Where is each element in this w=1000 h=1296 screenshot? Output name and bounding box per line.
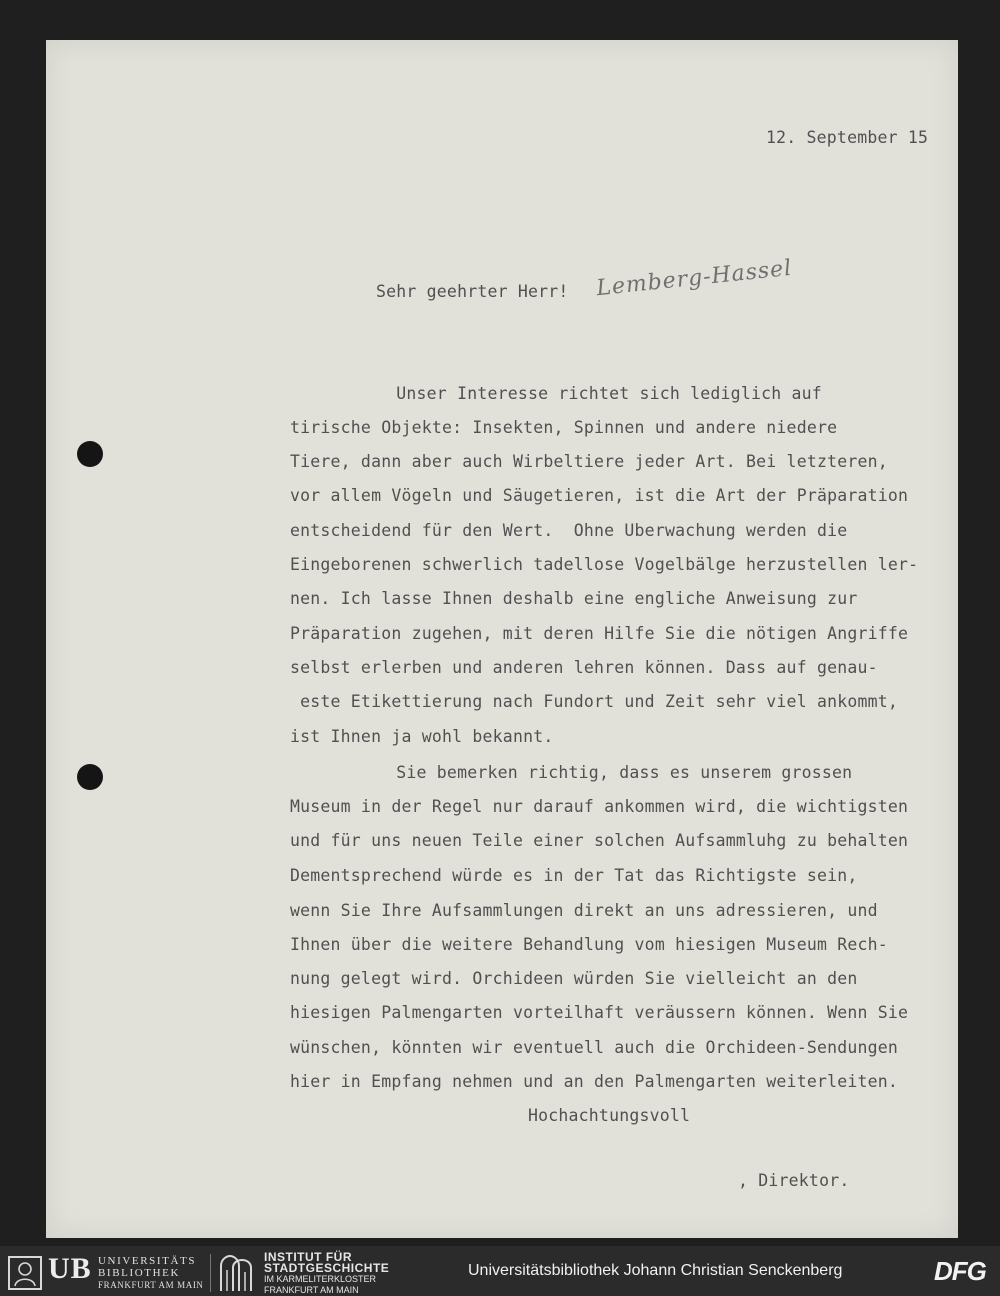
letter-line: nung gelegt wird. Orchideen würden Sie vielleicht an den <box>290 969 858 988</box>
letter-line: wünschen, könnten wir eventuell auch die Orchideen-Sendungen <box>290 1038 899 1057</box>
ub-logo-text: UB <box>48 1252 92 1285</box>
ub-name-line: UNIVERSITÄTS <box>98 1255 197 1267</box>
library-name: Universitätsbibliothek Johann Christian Senckenberg <box>468 1262 843 1279</box>
letter-line: hiesigen Palmengarten vorteilhaft veräussern können. Wenn Sie <box>290 1003 909 1022</box>
letter-line: este Etikettierung nach Fundort und Zeit sehr viel ankommt, <box>290 692 899 711</box>
letter-line: Eingeborenen schwerlich tadellose Vogelbälge herzustellen ler- <box>290 555 919 574</box>
letter-line: vor allem Vögeln und Säugetieren, ist die Art der Präparation <box>290 486 909 505</box>
handwritten-recipient-name: Lemberg-Hassel <box>595 255 794 302</box>
ifs-name-line: IM KARMELITERKLOSTER <box>264 1274 377 1284</box>
ifs-name-line: STADTGESCHICHTE <box>264 1261 390 1275</box>
letter-line: Ihnen über die weitere Behandlung vom hiesigen Museum Rech- <box>290 935 888 954</box>
ifs-name <box>264 1252 389 1296</box>
ub-name-line: BIBLIOTHEK <box>98 1267 180 1279</box>
arches-icon <box>218 1254 254 1292</box>
letter-line: wenn Sie Ihre Aufsammlungen direkt an uns adressieren, und <box>290 901 878 920</box>
ub-name <box>98 1255 204 1291</box>
letter-line: Unser Interesse richtet sich lediglich auf <box>376 384 822 403</box>
letter-line: hier in Empfang nehmen und an den Palmengarten weiterleiten. <box>290 1072 899 1091</box>
ub-name-line: FRANKFURT AM MAIN <box>98 1280 204 1290</box>
letter-line: und für uns neuen Teile einer solchen Aufsammluhg zu behalten <box>290 831 909 850</box>
letter-line: tirische Objekte: Insekten, Spinnen und andere niedere <box>290 418 838 437</box>
letter-line: entscheidend für den Wert. Ohne Uberwachung werden die <box>290 521 848 540</box>
letter-line: Museum in der Regel nur darauf ankommen wird, die wichtigsten <box>290 797 909 816</box>
letter-line: Präparation zugehen, mit deren Hilfe Sie die nötigen Angriffe <box>290 624 909 643</box>
letter-line: Tiere, dann aber auch Wirbeltiere jeder Art. Bei letzteren, <box>290 452 888 471</box>
letter-signature: , Direktor. <box>738 1171 850 1190</box>
footer-divider <box>210 1254 211 1292</box>
ifs-name-line: FRANKFURT AM MAIN <box>264 1285 359 1295</box>
letter-date: 12. September 15 <box>766 128 929 147</box>
footer-bar <box>0 1246 1000 1296</box>
punch-hole-top <box>77 441 103 467</box>
letter-line: selbst erlerben und anderen lehren können. Dass auf genau- <box>290 658 878 677</box>
portrait-icon <box>10 1258 40 1288</box>
letter-line: ist Ihnen ja wohl bekannt. <box>290 727 554 746</box>
letter-line: Dementsprechend würde es in der Tat das Richtigste sein, <box>290 866 858 885</box>
letter-line: Sie bemerken richtig, dass es unserem grossen <box>376 763 853 782</box>
ub-emblem-icon <box>8 1256 42 1290</box>
letter-closing: Hochachtungsvoll <box>528 1106 691 1125</box>
punch-hole-bottom <box>77 764 103 790</box>
letter-line: nen. Ich lasse Ihnen deshalb eine engliche Anweisung zur <box>290 589 858 608</box>
ifs-name-line: INSTITUT FÜR <box>264 1250 352 1264</box>
dfg-logo: DFG <box>934 1256 986 1286</box>
letter-salutation: Sehr geehrter Herr! <box>376 282 569 301</box>
